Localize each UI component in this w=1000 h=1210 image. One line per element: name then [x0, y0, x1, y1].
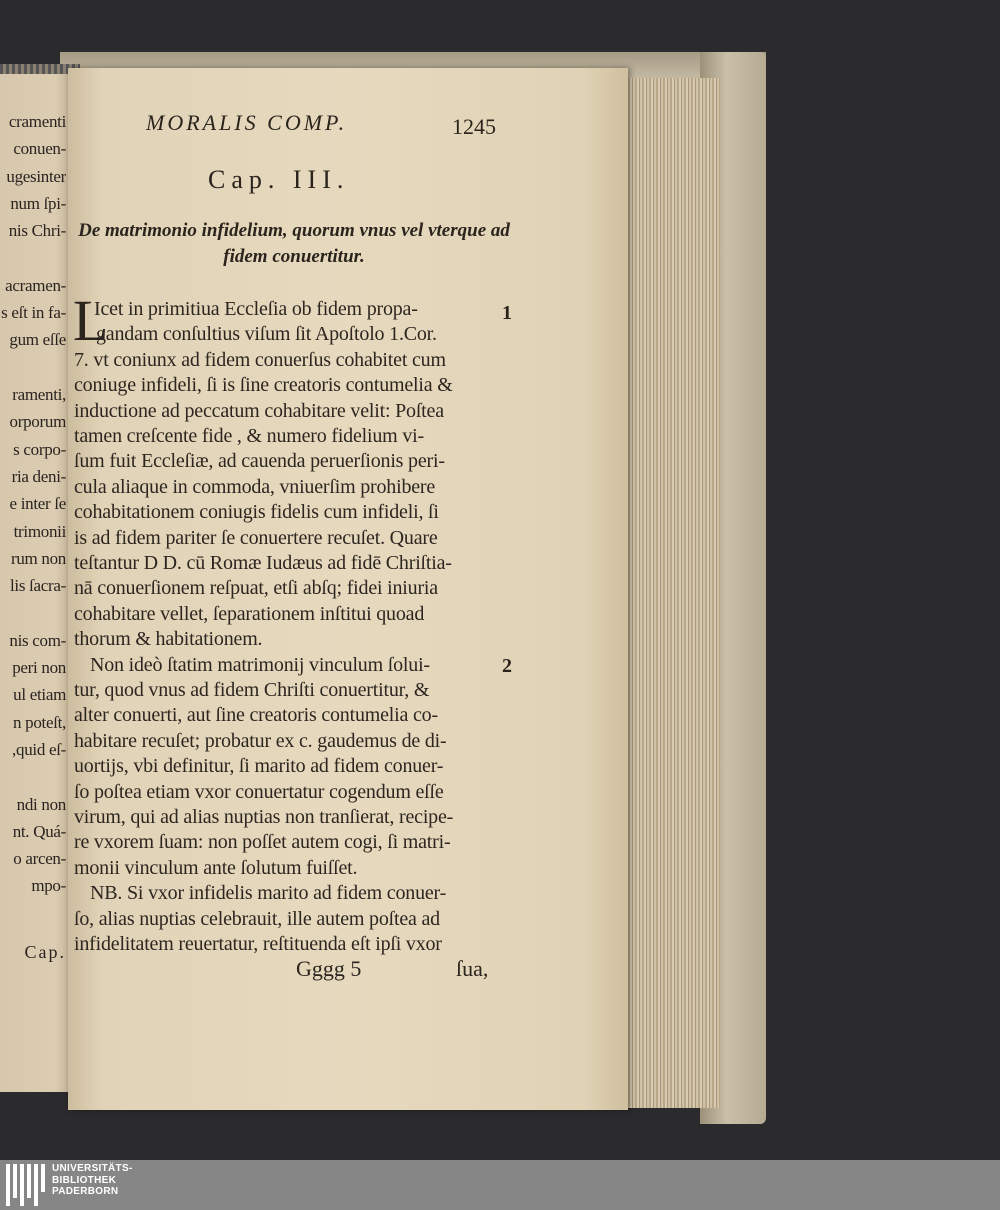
text-line: tur, quod vnus ad fidem Chriſti conuertitur, &: [74, 679, 430, 701]
chapter-subtitle-line-2: fidem conuertitur.: [223, 246, 365, 267]
text-line: inductione ad peccatum cohabitare velit: Poſtea: [74, 399, 444, 422]
left-page-line: ria deni-: [11, 466, 66, 486]
drop-cap: L: [73, 288, 109, 353]
chapter-subtitle-line-1: De matrimonio infidelium, quorum vnus vel vterque ad: [78, 220, 510, 241]
text-line: nā conuerſionem reſpuat, etſi abſq; fidei iniuria: [74, 577, 438, 600]
library-name-line-3: PADERBORN: [52, 1186, 119, 1197]
left-page-line: cramenti: [8, 112, 66, 131]
left-page-line: peri non: [12, 658, 66, 677]
text-line: 7. vt coniunx ad fidem conuerſus cohabitet cum: [74, 348, 446, 371]
text-line: monii vinculum ante ſolutum fuiſſet.: [74, 856, 358, 879]
left-page-line: ul etiam: [13, 685, 66, 705]
running-head: MORALIS COMP.: [146, 110, 348, 135]
text-line: alter conuerti, aut ſine creatoris contumelia co-: [74, 704, 438, 727]
margin-note-2: 2: [502, 655, 512, 677]
left-page-line: rum non: [10, 548, 66, 568]
text-line: coniuge infideli, ſi is ſine creatoris contumelia &: [74, 374, 453, 397]
library-name-line-1: UNIVERSITÄTS-: [52, 1163, 133, 1174]
left-page-line: nis com-: [9, 630, 66, 650]
text-line: gandam conſultius viſum ſit Apoſtolo 1.Cor.: [96, 323, 437, 346]
text-line: NB. Si vxor infidelis marito ad fidem conuer-: [90, 882, 447, 905]
text-line: virum, qui ad alias nuptias non tranſierat, recipe-: [74, 806, 454, 828]
text-line: infidelitatem reuertatur, reſtituenda eſt ipſi vxor: [74, 933, 442, 955]
catchword: ſua,: [456, 956, 489, 981]
left-page-line: acramen-: [5, 275, 66, 295]
left-page-line: s corpo-: [13, 439, 66, 459]
text-line: uortijs, vbi definitur, ſi marito ad fidem conuer-: [74, 755, 444, 778]
text-line: cohabitare vellet, ſeparationem inſtitui quoad: [74, 602, 425, 625]
text-line: ſum fuit Eccleſiæ, ad cauenda peruerſionis peri-: [74, 450, 445, 473]
text-line: thorum & habitationem.: [74, 628, 263, 651]
page-number: 1245: [452, 114, 496, 139]
text-line: Non ideò ſtatim matrimonij vinculum ſolui-: [90, 653, 430, 676]
left-page-line: orporum: [9, 412, 66, 432]
left-page-line: ,quid eſ-: [12, 739, 66, 759]
text-line: ſo poſtea etiam vxor conuertatur cogendum eſſe: [74, 780, 444, 803]
left-page-line: mpo-: [31, 876, 66, 896]
left-page-line: num ſpi-: [10, 193, 66, 213]
text-line: tamen creſcente fide , & numero fidelium vi-: [74, 425, 424, 447]
library-name-line-2: BIBLIOTHEK: [52, 1174, 117, 1186]
left-page-line: lis ſacra-: [10, 576, 66, 596]
text-line: habitare recuſet; probatur ex c. gaudemus de di-: [74, 729, 447, 752]
left-page-line: nt. Quá-: [12, 821, 66, 841]
chapter-heading: Cap. III.: [208, 165, 350, 194]
text-line: teſtantur D D. cū Romæ Iudæus ad fidē Chriſtia-: [74, 552, 452, 574]
left-page-line: ndi non: [16, 794, 66, 814]
text-line: ſo, alias nuptias celebrauit, ille autem poſtea ad: [74, 907, 440, 930]
left-page-line: ugesinter: [6, 166, 66, 186]
left-page-line: e inter ſe: [9, 494, 66, 514]
left-page-line: conuen-: [13, 139, 66, 159]
left-page-line: o arcen-: [13, 849, 66, 869]
left-page-line: nis Chri-: [8, 221, 66, 241]
left-page-line: ramenti,: [12, 385, 66, 404]
margin-note-1: 1: [502, 302, 512, 324]
library-name: [52, 1163, 133, 1198]
library-logo-icon: [6, 1164, 46, 1206]
left-page-line: s eſt in fa-: [1, 303, 66, 323]
left-page-line: gum eſſe: [9, 330, 66, 350]
text-line: Icet in primitiua Eccleſia ob fidem propa-: [94, 298, 418, 320]
text-line: cula aliaque in commoda, vniuerſim prohibere: [74, 475, 436, 498]
library-footer: [0, 1160, 1000, 1210]
text-line: cohabitationem coniugis fidelis cum infideli, ſi: [74, 501, 439, 524]
signature-mark: Gggg 5: [296, 956, 362, 981]
left-catchword: Cap.: [24, 942, 66, 962]
left-page-line: trimonii: [13, 521, 66, 541]
text-line: re vxorem ſuam: non poſſet autem cogi, ſi matri-: [74, 831, 451, 854]
left-page-line: n poteſt,: [12, 712, 66, 732]
text-line: is ad fidem pariter ſe conuertere recuſet. Quare: [74, 526, 438, 549]
